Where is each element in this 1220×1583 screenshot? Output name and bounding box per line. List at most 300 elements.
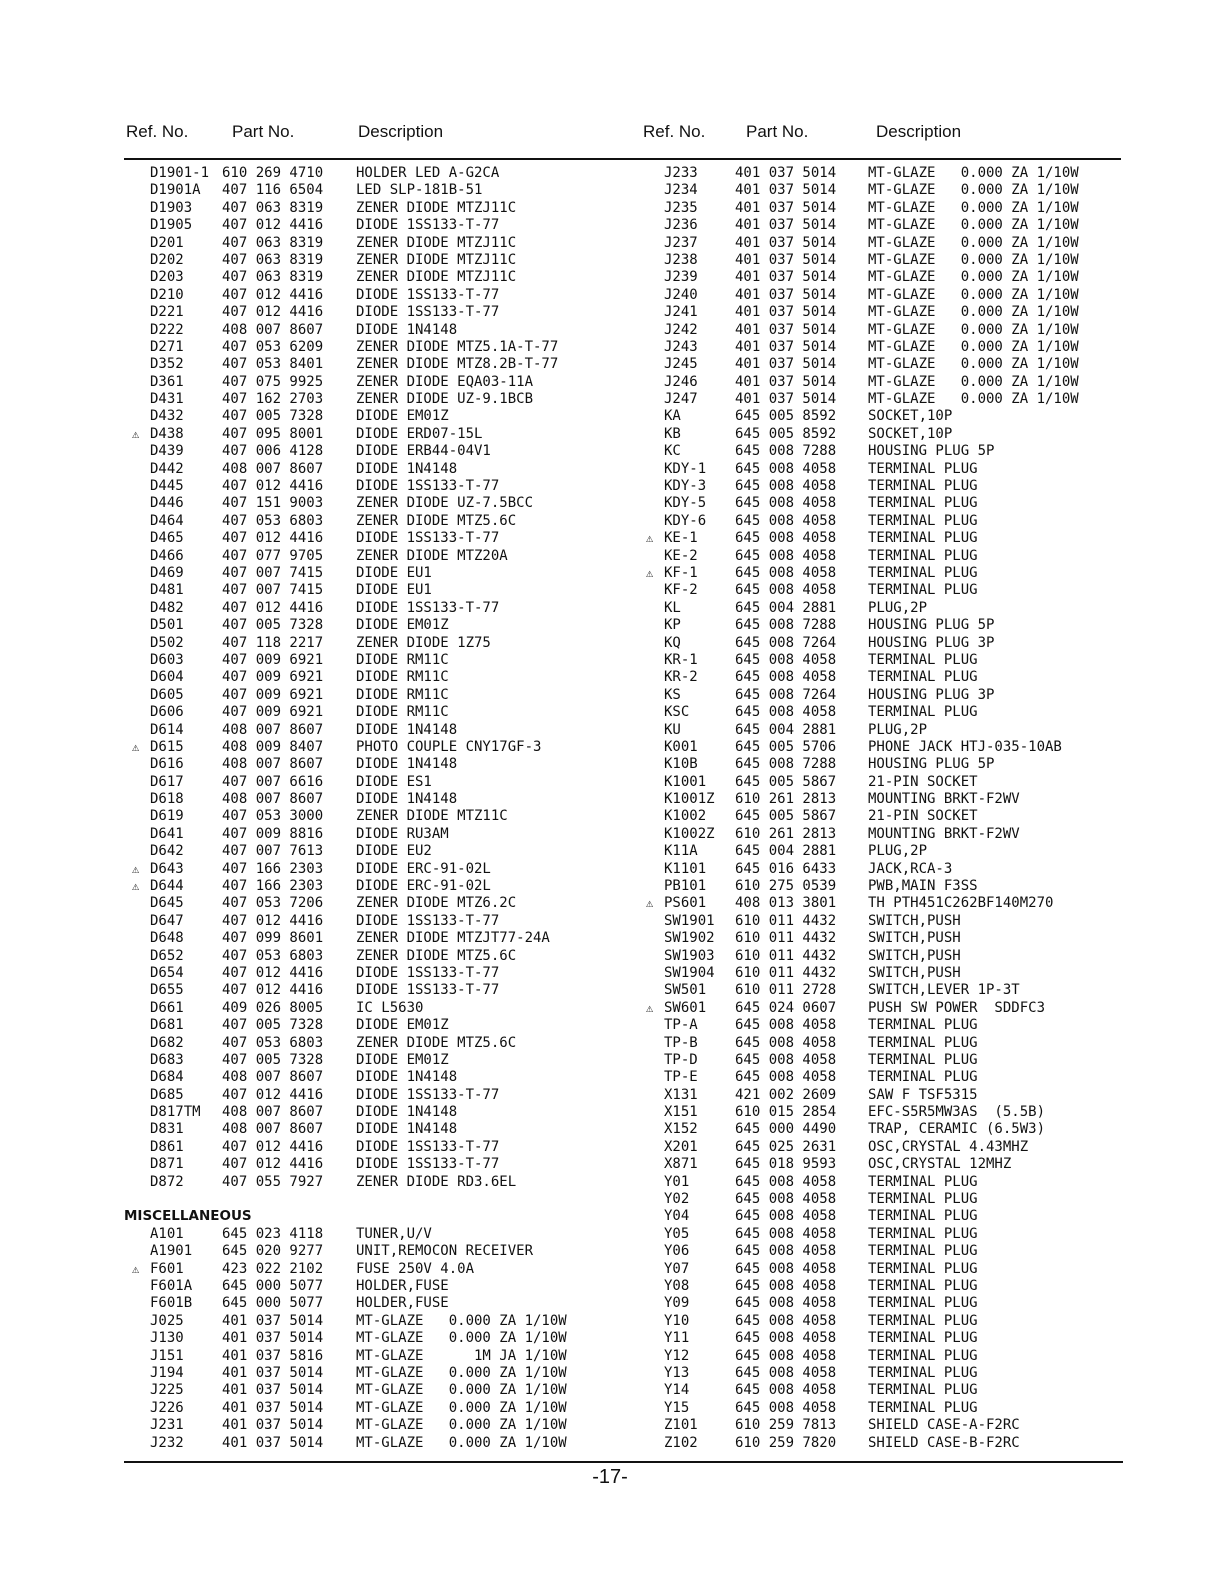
part-no: 645 005 5867 (735, 773, 837, 790)
ref-no: Y07 (664, 1260, 690, 1277)
description: DIODE 1SS133-T-77 (356, 599, 500, 616)
part-row (124, 165, 624, 182)
part-row (642, 495, 1122, 512)
part-row (642, 652, 1122, 669)
ref-no: KQ (664, 634, 681, 651)
part-no: 407 005 7328 (222, 408, 324, 425)
part-row (642, 1226, 1122, 1243)
description: MT-GLAZE 0.000 ZA 1/10W (356, 1364, 567, 1381)
part-no: 407 151 9003 (222, 495, 324, 512)
part-no: 645 008 4058 (735, 1260, 837, 1277)
part-row (124, 235, 624, 252)
description: SWITCH,PUSH (868, 912, 961, 929)
part-row (124, 217, 624, 234)
description: TERMINAL PLUG (868, 530, 978, 547)
ref-no: D861 (150, 1138, 184, 1155)
part-no: 407 063 8319 (222, 199, 324, 216)
description: SHIELD CASE-A-F2RC (868, 1417, 1020, 1434)
description: DIODE 1SS133-T-77 (356, 1156, 500, 1173)
section-heading: MISCELLANEOUS (124, 1208, 252, 1225)
safety-warning-icon: ⚠ (646, 1000, 654, 1015)
part-row (124, 756, 624, 773)
ref-no: D361 (150, 373, 184, 390)
ref-no: D682 (150, 1034, 184, 1051)
description: TERMINAL PLUG (868, 704, 978, 721)
part-row (642, 1348, 1122, 1365)
ref-no: K1002Z (664, 825, 715, 842)
ref-no: X871 (664, 1156, 698, 1173)
ref-no: K1001 (664, 773, 707, 790)
part-row (124, 826, 624, 843)
part-no: 407 162 2703 (222, 391, 324, 408)
description: HOUSING PLUG 5P (868, 443, 995, 460)
description: TERMINAL PLUG (868, 1260, 978, 1277)
part-row (642, 1278, 1122, 1295)
ref-no: SW1901 (664, 912, 715, 929)
ref-no: Y13 (664, 1364, 690, 1381)
part-no: 407 053 8401 (222, 356, 324, 373)
ref-no: D619 (150, 808, 184, 825)
ref-no: KDY-6 (664, 512, 707, 529)
description: SHIELD CASE-B-F2RC (868, 1434, 1020, 1451)
ref-no: X131 (664, 1086, 698, 1103)
description: TERMINAL PLUG (868, 651, 978, 668)
ref-no: J234 (664, 182, 698, 199)
part-row (124, 1174, 624, 1191)
ref-no: J240 (664, 286, 698, 303)
part-no: 407 009 6921 (222, 704, 324, 721)
part-row (642, 1069, 1122, 1086)
part-no: 407 012 4416 (222, 912, 324, 929)
description: SWITCH,PUSH (868, 930, 961, 947)
description: TERMINAL PLUG (868, 1347, 978, 1364)
description: MT-GLAZE 0.000 ZA 1/10W (868, 182, 1079, 199)
ref-no: TP-B (664, 1034, 698, 1051)
description: DIODE 1SS133-T-77 (356, 304, 500, 321)
part-no: 645 024 0607 (735, 999, 837, 1016)
ref-no: J233 (664, 165, 698, 181)
part-row (124, 1156, 624, 1173)
description: TERMINAL PLUG (868, 478, 978, 495)
description: ZENER DIODE MTZ8.2B-T-77 (356, 356, 559, 373)
part-row (642, 165, 1122, 182)
part-row (642, 1139, 1122, 1156)
part-row (124, 878, 624, 895)
description: MT-GLAZE 0.000 ZA 1/10W (356, 1312, 567, 1329)
part-no: 401 037 5014 (735, 286, 837, 303)
part-no: 407 012 4416 (222, 982, 324, 999)
ref-no: D1901A (150, 182, 201, 199)
part-no: 408 013 3801 (735, 895, 837, 912)
part-no: 645 008 4058 (735, 651, 837, 668)
part-no: 401 037 5014 (735, 356, 837, 373)
part-row (124, 1313, 624, 1330)
part-no: 645 000 5077 (222, 1295, 324, 1312)
ref-no: D681 (150, 1017, 184, 1034)
description: MT-GLAZE 0.000 ZA 1/10W (356, 1417, 567, 1434)
part-no: 407 007 7613 (222, 843, 324, 860)
part-no: 645 023 4118 (222, 1225, 324, 1242)
part-no: 645 008 7288 (735, 617, 837, 634)
part-no: 407 053 6209 (222, 338, 324, 355)
part-row (124, 1017, 624, 1034)
ref-no: F601A (150, 1278, 193, 1294)
part-row (124, 1243, 624, 1260)
ref-no: KC (664, 443, 681, 460)
description: TERMINAL PLUG (868, 1034, 978, 1051)
description: TUNER,U/V (356, 1225, 432, 1242)
part-row (124, 408, 624, 425)
description: DIODE EM01Z (356, 617, 449, 634)
description: DIODE 1SS133-T-77 (356, 964, 500, 981)
ref-no: Y04 (664, 1208, 690, 1225)
part-no: 408 007 8607 (222, 756, 324, 773)
part-no: 610 011 4432 (735, 912, 837, 929)
part-row (642, 774, 1122, 791)
part-no: 407 166 2303 (222, 878, 324, 895)
description: MT-GLAZE 0.000 ZA 1/10W (356, 1434, 567, 1451)
part-no: 645 008 4058 (735, 1347, 837, 1364)
part-no: 610 015 2854 (735, 1104, 837, 1121)
part-no: 407 053 6803 (222, 947, 324, 964)
part-row (642, 339, 1122, 356)
description: MT-GLAZE 0.000 ZA 1/10W (868, 321, 1079, 338)
ref-no: D210 (150, 286, 184, 303)
description: ZENER DIODE MTZ6.2C (356, 895, 517, 912)
part-row (124, 495, 624, 512)
ref-no: Y01 (664, 1173, 690, 1190)
part-row (642, 530, 1122, 547)
description: MT-GLAZE 0.000 ZA 1/10W (868, 217, 1079, 234)
part-no: 645 008 4058 (735, 1330, 837, 1347)
description: HOLDER LED A-G2CA (356, 165, 500, 181)
ref-no: KF-1 (664, 564, 698, 581)
description: MT-GLAZE 0.000 ZA 1/10W (868, 269, 1079, 286)
ref-no: J225 (150, 1382, 184, 1399)
part-row (124, 739, 624, 756)
description: DIODE 1N4148 (356, 321, 458, 338)
ref-no: D1901-1 (150, 165, 210, 181)
part-row (642, 704, 1122, 721)
part-row (124, 1400, 624, 1417)
part-row (124, 426, 624, 443)
description: DIODE 1SS133-T-77 (356, 217, 500, 234)
description: ZENER DIODE RD3.6EL (356, 1173, 517, 1190)
part-no: 407 075 9925 (222, 373, 324, 390)
part-no: 645 005 5867 (735, 808, 837, 825)
description: ZENER DIODE MTZ5.6C (356, 512, 517, 529)
part-row (642, 1156, 1122, 1173)
part-row (124, 582, 624, 599)
part-row (642, 913, 1122, 930)
description: ZENER DIODE UZ-7.5BCC (356, 495, 534, 512)
description: TERMINAL PLUG (868, 1173, 978, 1190)
ref-no: X152 (664, 1121, 698, 1138)
part-no: 645 004 2881 (735, 599, 837, 616)
description: DIODE EU2 (356, 843, 432, 860)
description: MT-GLAZE 0.000 ZA 1/10W (868, 356, 1079, 373)
part-no: 610 011 4432 (735, 964, 837, 981)
ref-no: J130 (150, 1330, 184, 1347)
part-no: 407 005 7328 (222, 1051, 324, 1068)
ref-no: Y08 (664, 1278, 690, 1294)
header-left-description: Description (358, 122, 444, 141)
part-row (642, 948, 1122, 965)
ref-no: Y14 (664, 1382, 690, 1399)
description: DIODE RM11C (356, 686, 449, 703)
part-no: 645 025 2631 (735, 1138, 837, 1155)
part-no: 407 012 4416 (222, 304, 324, 321)
description: IC L5630 (356, 999, 424, 1016)
description: MT-GLAZE 0.000 ZA 1/10W (356, 1399, 567, 1416)
ref-no: KSC (664, 704, 690, 721)
part-row (124, 200, 624, 217)
description: TERMINAL PLUG (868, 1208, 978, 1225)
ref-no: D464 (150, 512, 184, 529)
part-no: 407 012 4416 (222, 478, 324, 495)
part-no: 408 007 8607 (222, 791, 324, 808)
part-no: 407 063 8319 (222, 234, 324, 251)
part-no: 407 009 6921 (222, 686, 324, 703)
part-row (642, 617, 1122, 634)
part-row (124, 722, 624, 739)
part-no: 409 026 8005 (222, 999, 324, 1016)
part-row (642, 843, 1122, 860)
description: PLUG,2P (868, 843, 928, 860)
description: MT-GLAZE 0.000 ZA 1/10W (868, 251, 1079, 268)
description: TERMINAL PLUG (868, 1191, 978, 1208)
part-no: 610 269 4710 (222, 165, 324, 181)
part-no: 645 008 4058 (735, 1382, 837, 1399)
ref-no: D617 (150, 773, 184, 790)
part-row (124, 182, 624, 199)
ref-no: SW1902 (664, 930, 715, 947)
part-row (124, 391, 624, 408)
ref-no: D445 (150, 478, 184, 495)
ref-no: D685 (150, 1086, 184, 1103)
part-no: 610 011 4432 (735, 947, 837, 964)
part-row (642, 1382, 1122, 1399)
part-row (642, 513, 1122, 530)
part-row (124, 600, 624, 617)
description: DIODE 1N4148 (356, 721, 458, 738)
ref-no: D442 (150, 460, 184, 477)
part-no: 401 037 5014 (222, 1434, 324, 1451)
description: 21-PIN SOCKET (868, 808, 978, 825)
ref-no: KDY-1 (664, 460, 707, 477)
ref-no: D645 (150, 895, 184, 912)
ref-no: D647 (150, 912, 184, 929)
part-row (642, 252, 1122, 269)
part-row (642, 1017, 1122, 1034)
part-row (124, 304, 624, 321)
part-row (642, 895, 1122, 912)
ref-no: D615 (150, 738, 184, 755)
part-no: 645 008 4058 (735, 1208, 837, 1225)
part-row (124, 687, 624, 704)
safety-warning-icon: ⚠ (646, 531, 654, 546)
ref-no: SW1903 (664, 947, 715, 964)
description: PLUG,2P (868, 721, 928, 738)
part-row (124, 1261, 624, 1278)
ref-no: A1901 (150, 1243, 193, 1260)
description: PHONE JACK HTJ-035-10AB (868, 738, 1062, 755)
description: DIODE 1N4148 (356, 791, 458, 808)
part-no: 401 037 5014 (735, 338, 837, 355)
part-row (124, 1035, 624, 1052)
part-no: 407 166 2303 (222, 860, 324, 877)
ref-no: D648 (150, 930, 184, 947)
description: DIODE 1SS133-T-77 (356, 530, 500, 547)
part-no: 407 009 6921 (222, 669, 324, 686)
part-row (642, 1295, 1122, 1312)
description: SOCKET,10P (868, 408, 953, 425)
description: TERMINAL PLUG (868, 1017, 978, 1034)
part-row (124, 1104, 624, 1121)
part-no: 645 005 8592 (735, 425, 837, 442)
part-no: 645 005 8592 (735, 408, 837, 425)
ref-no: J239 (664, 269, 698, 286)
part-no: 407 118 2217 (222, 634, 324, 651)
section-heading-row (124, 1208, 624, 1225)
description: SWITCH,PUSH (868, 947, 961, 964)
part-no: 401 037 5014 (735, 373, 837, 390)
part-row (642, 582, 1122, 599)
ref-no: D482 (150, 599, 184, 616)
description: DIODE 1N4148 (356, 1121, 458, 1138)
description: TERMINAL PLUG (868, 547, 978, 564)
ref-no: J247 (664, 391, 698, 408)
description: DIODE 1SS133-T-77 (356, 912, 500, 929)
description: DIODE 1N4148 (356, 756, 458, 773)
description: PWB,MAIN F3SS (868, 878, 978, 895)
ref-no: K1101 (664, 860, 707, 877)
part-no: 407 012 4416 (222, 286, 324, 303)
part-no: 401 037 5014 (735, 217, 837, 234)
footer-rule (124, 1461, 1123, 1463)
part-row (642, 756, 1122, 773)
ref-no: D352 (150, 356, 184, 373)
part-row (124, 1330, 624, 1347)
part-no: 407 012 4416 (222, 964, 324, 981)
part-row (124, 1295, 624, 1312)
ref-no: K1001Z (664, 791, 715, 808)
ref-no: D203 (150, 269, 184, 286)
safety-warning-icon: ⚠ (646, 896, 654, 911)
part-no: 401 037 5014 (735, 165, 837, 181)
description: DIODE RM11C (356, 704, 449, 721)
ref-no: Y11 (664, 1330, 690, 1347)
part-no: 407 012 4416 (222, 1138, 324, 1155)
ref-no: D872 (150, 1173, 184, 1190)
part-row (642, 1313, 1122, 1330)
ref-no: Y06 (664, 1243, 690, 1260)
part-no: 645 008 4058 (735, 512, 837, 529)
safety-warning-icon: ⚠ (132, 861, 140, 876)
ref-no: TP-E (664, 1069, 698, 1086)
part-no: 407 055 7927 (222, 1173, 324, 1190)
description: DIODE 1SS133-T-77 (356, 1138, 500, 1155)
part-row (124, 1348, 624, 1365)
description: MT-GLAZE 0.000 ZA 1/10W (868, 373, 1079, 390)
part-no: 645 008 4058 (735, 547, 837, 564)
part-no: 610 261 2813 (735, 791, 837, 808)
part-row (642, 1052, 1122, 1069)
header-right-part: Part No. (746, 122, 809, 141)
ref-no: TP-D (664, 1051, 698, 1068)
description: ZENER DIODE MTZJ11C (356, 199, 517, 216)
description: DIODE ES1 (356, 773, 432, 790)
part-no: 407 006 4128 (222, 443, 324, 460)
part-row (642, 217, 1122, 234)
description: TERMINAL PLUG (868, 1225, 978, 1242)
ref-no: D222 (150, 321, 184, 338)
ref-no: D642 (150, 843, 184, 860)
part-row (642, 1417, 1122, 1434)
description: PLUG,2P (868, 599, 928, 616)
ref-no: D831 (150, 1121, 184, 1138)
part-row (642, 1000, 1122, 1017)
description: DIODE RU3AM (356, 825, 449, 842)
description: TERMINAL PLUG (868, 582, 978, 599)
ref-no: KDY-5 (664, 495, 707, 512)
part-no: 645 008 4058 (735, 1295, 837, 1312)
description: MT-GLAZE 0.000 ZA 1/10W (356, 1382, 567, 1399)
part-row (642, 235, 1122, 252)
header-left-ref: Ref. No. (126, 122, 189, 141)
ref-no: D439 (150, 443, 184, 460)
description: ZENER DIODE MTZJ11C (356, 251, 517, 268)
part-no: 401 037 5014 (222, 1312, 324, 1329)
description: TERMINAL PLUG (868, 1330, 978, 1347)
part-no: 408 007 8607 (222, 721, 324, 738)
part-no: 421 002 2609 (735, 1086, 837, 1103)
ref-no: D616 (150, 756, 184, 773)
part-no: 401 037 5014 (222, 1364, 324, 1381)
part-no: 408 009 8407 (222, 738, 324, 755)
part-row (124, 443, 624, 460)
description: DIODE EM01Z (356, 408, 449, 425)
description: HOLDER,FUSE (356, 1295, 449, 1312)
description: MT-GLAZE 0.000 ZA 1/10W (356, 1330, 567, 1347)
part-no: 645 008 4058 (735, 582, 837, 599)
part-row (124, 774, 624, 791)
ref-no: D438 (150, 425, 184, 442)
description: HOUSING PLUG 5P (868, 756, 995, 773)
ref-no: J241 (664, 304, 698, 321)
ref-no: KB (664, 425, 681, 442)
ref-no: D605 (150, 686, 184, 703)
description: ZENER DIODE 1Z75 (356, 634, 491, 651)
part-row (642, 635, 1122, 652)
description: MT-GLAZE 0.000 ZA 1/10W (868, 391, 1079, 408)
part-no: 407 012 4416 (222, 217, 324, 234)
part-row (124, 548, 624, 565)
safety-warning-icon: ⚠ (132, 426, 140, 441)
ref-no: Y15 (664, 1399, 690, 1416)
description: MT-GLAZE 0.000 ZA 1/10W (868, 304, 1079, 321)
ref-no: Y12 (664, 1347, 690, 1364)
part-no: 401 037 5014 (735, 199, 837, 216)
part-row (124, 530, 624, 547)
part-no: 401 037 5014 (735, 234, 837, 251)
ref-no: SW601 (664, 999, 707, 1016)
description: UNIT,REMOCON RECEIVER (356, 1243, 534, 1260)
description: TERMINAL PLUG (868, 564, 978, 581)
ref-no: D469 (150, 564, 184, 581)
description: SOCKET,10P (868, 425, 953, 442)
part-row (642, 443, 1122, 460)
